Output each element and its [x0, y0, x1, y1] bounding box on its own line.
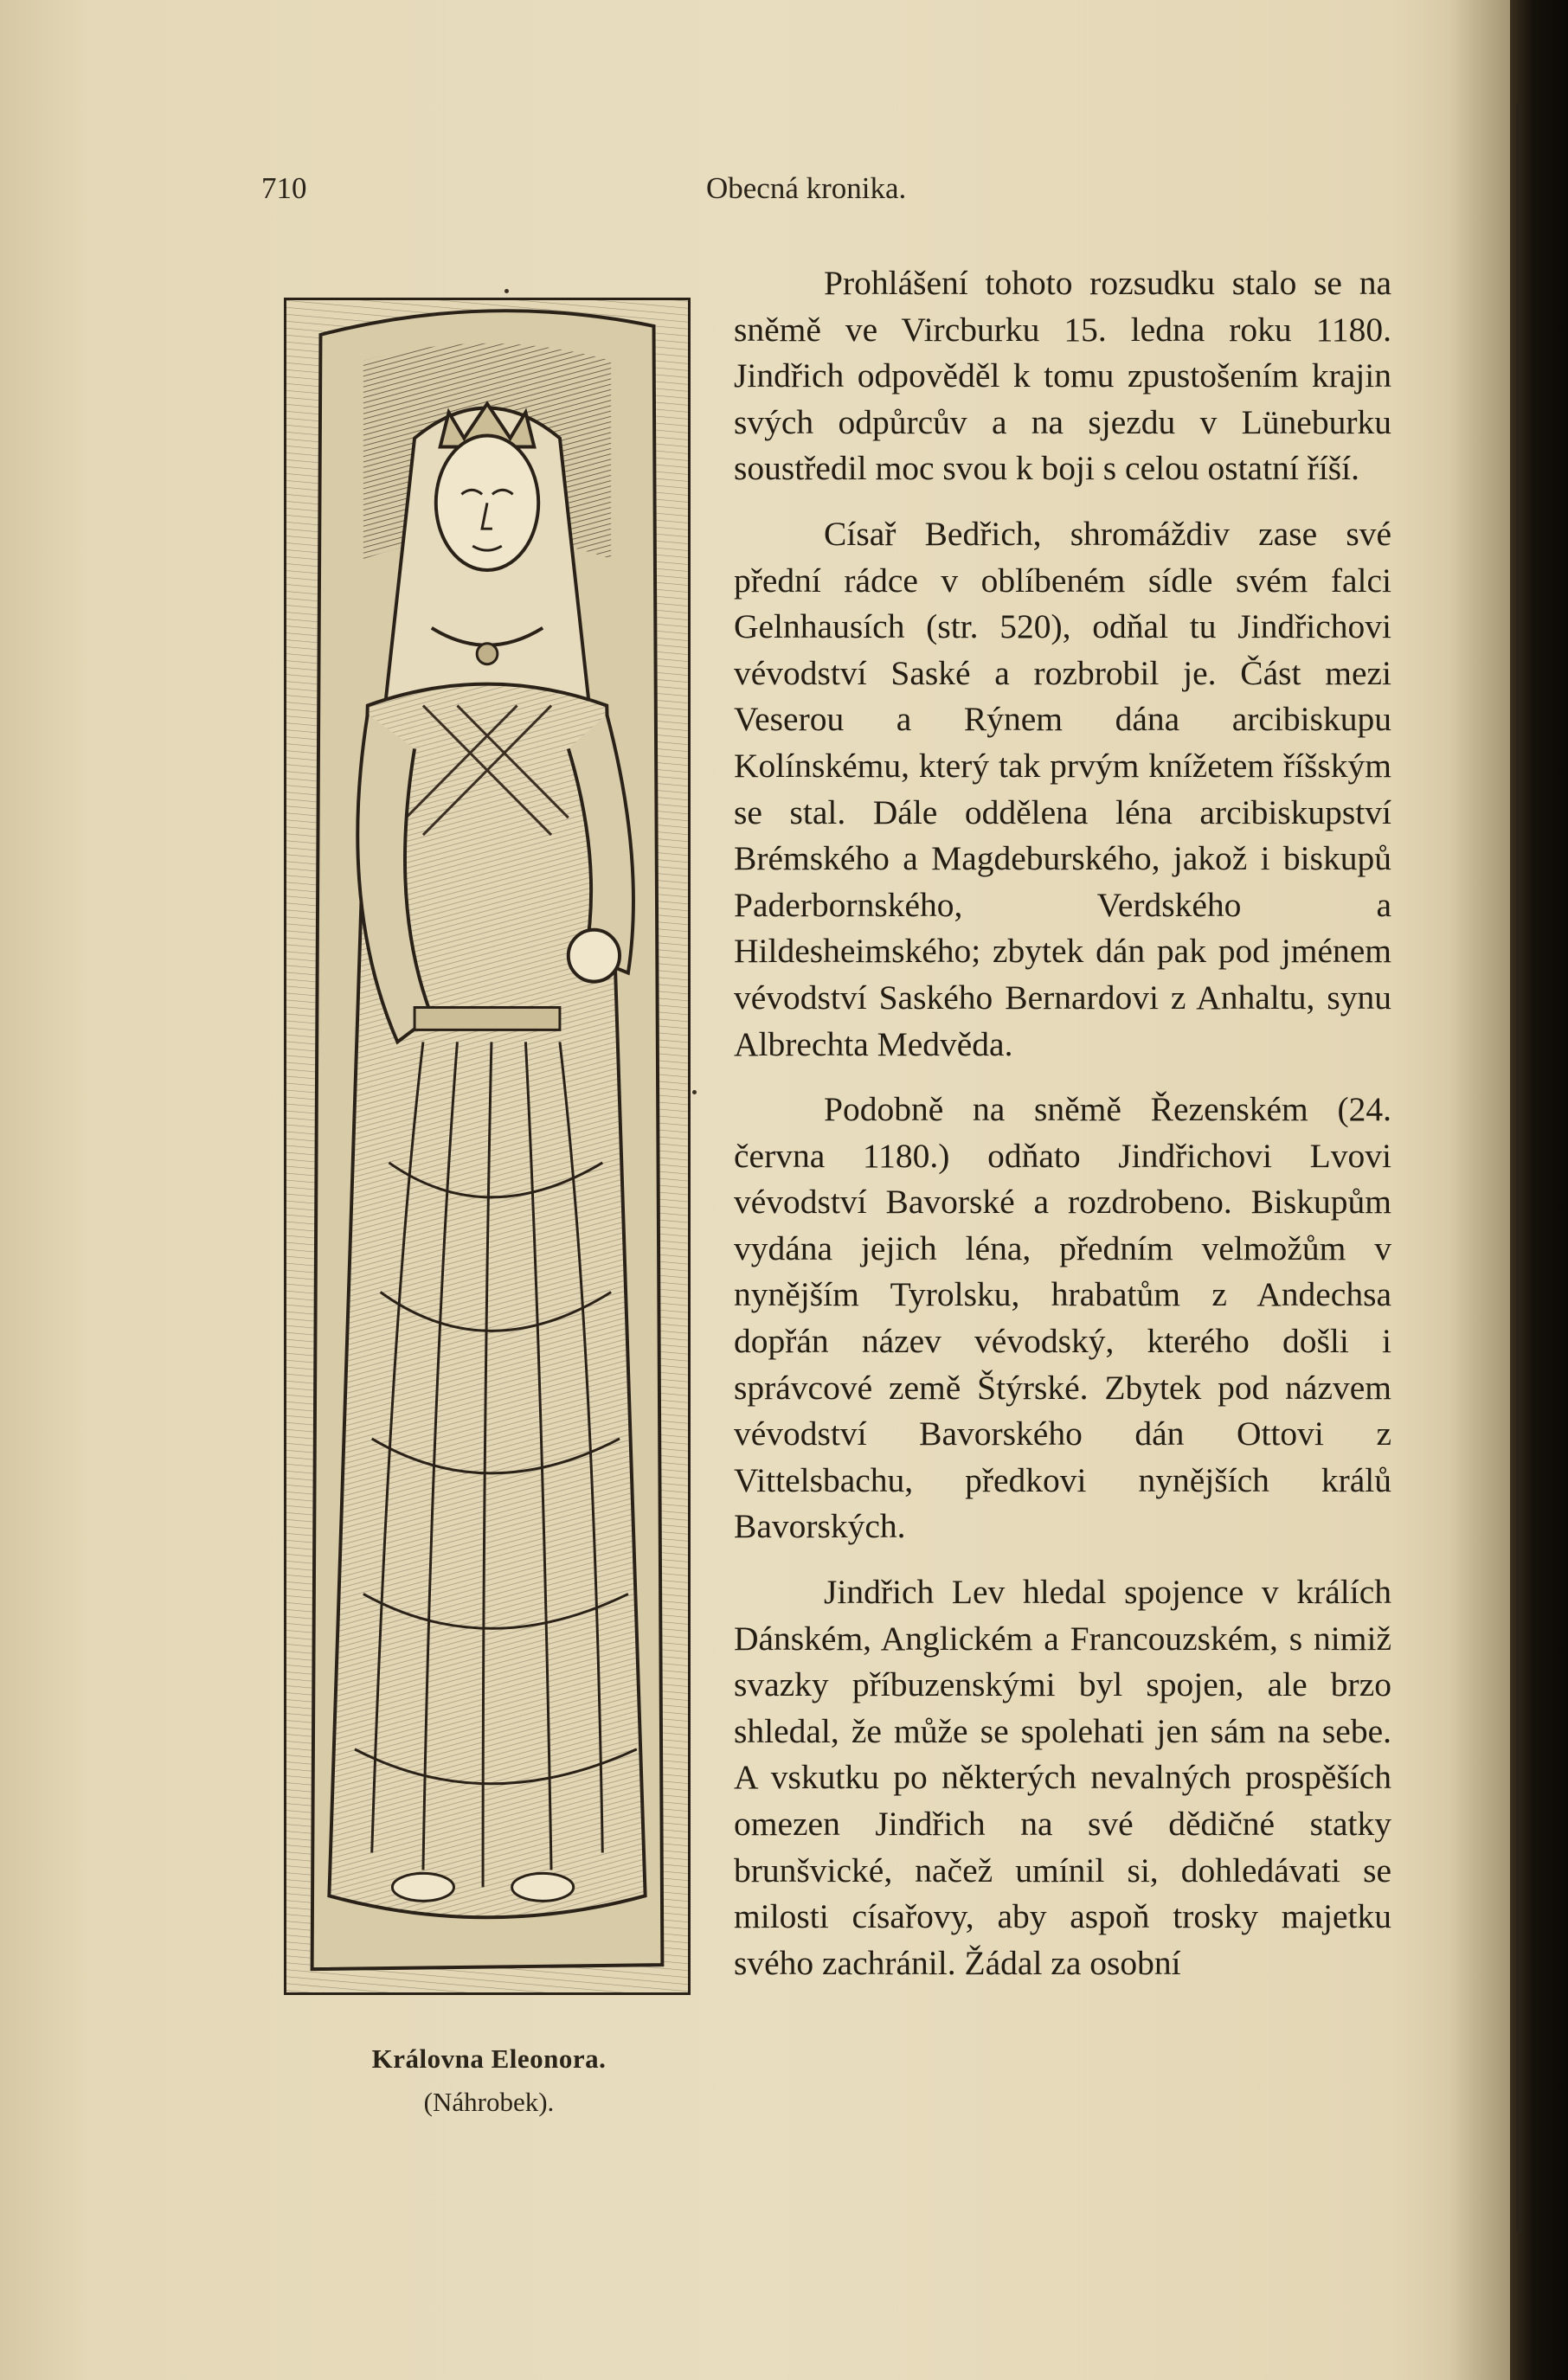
page-number: 710 [261, 171, 307, 205]
page-header [261, 171, 1395, 218]
caption-title: Královna Eleonora. [371, 2043, 607, 2074]
paragraph: Prohlášení tohoto rozsudku stalo se na sněmě ve Vircburku 15. ledna roku 1180. Jindřich odpověděl k tomu zpustošením krajin svých odpůrcův a na sjezdu v Lüneburku soustředil moc svou k boji s celou ostatní říší. [734, 264, 1391, 488]
paragraph: Císař Bedřich, shromáždiv zase své přední rádce v oblíbeném sídle svém falci Gelnhausích (str. 520), odňal tu Jindřichovi vévodství Saské a rozbrobil je. Část mezi Veserou a Rýnem dána arcibiskupu Kolínskému, který tak prvým knížetem říšským se stal. Dále oddělena léna arcibiskupství Brémského a Magdeburského, jakož i biskupů Paderbornského, Verdského a Hildesheimského; zbytek dán pak pod jménem vévodství Saského Bernardovi z Anhaltu, synu Albrechta Medvěda. [734, 514, 1391, 1063]
paragraph: Podobně na sněmě Řezenském (24. června 1180.) odňato Jindřichovi Lvovi vévodství Bavorské a rozdrobeno. Biskupům vydána jejich léna, předním velmožům v nynějším Tyrolsku, hrabatům z Andechsa dopřán název vévodský, kterého došli i správcové země Štýrské. Zbytek pod názvem vévodství Bavorského dán Ottovi z Vittelsbachu, předkovi nynějších králů Bavorských. [734, 1090, 1391, 1546]
paragraph: Jindřich Lev hledal spojence v králích Dánském, Anglickém a Francouzském, s nimiž svazky příbuzenskými byl spojen, ale brzo shledal, že může se spolehati jen sám na sebe. A vskutku po některých nevalných prospěších omezen Jindřich na své dědičné statky brunšvické, načež umínil si, dohledávati se milosti císařovy, aby aspoň trosky majetku svého zachránil. Žádal za osobní [734, 1573, 1391, 1982]
page-edge-shadow [1449, 0, 1510, 2380]
print-speck [692, 1090, 697, 1094]
print-speck [504, 289, 509, 293]
running-title: Obecná kronika. [706, 171, 907, 205]
queen-eleanor-effigy-drawing [286, 300, 688, 1992]
caption-subtitle: (Náhrobek). [423, 2087, 555, 2117]
figure-caption [260, 2043, 718, 2118]
main-text-column [734, 260, 1391, 2005]
spine-edge [1516, 104, 1521, 2232]
tomb-effigy-illustration [284, 298, 691, 1995]
